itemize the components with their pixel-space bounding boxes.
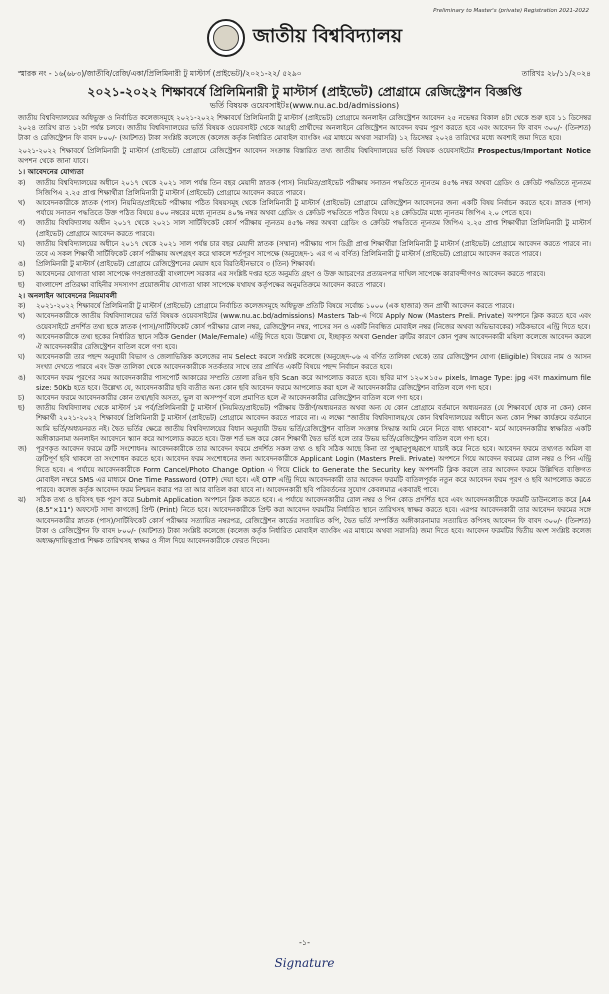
item-label: গ) — [18, 219, 26, 228]
item-text: আবেদনকারীকে তথ্য ছকের নির্ধারিত স্থানে সঠিক Gender (Male/Female) এন্ট্রি দিতে হবে। উল্লেখ্য যে, ইচ্ছাকৃত অথবা Gender ত্রুটির কারণে কোন পুরুষ আবেদনকারী মহিলা কলেজে আবেদন করলে ঐ আবেদনকারীর রেজিস্ট্রেশন বাতিল বলে গণ্য হবে। — [36, 332, 591, 352]
item-text: জাতীয় বিশ্ববিদ্যালয় অধীন ২০১৭ থেকে ২০২১ সাল সার্টিফিকেট কোর্স পরীক্ষায় ন্যূনতম ৪৫% নম্বর অথবা গ্রেডিং ও ক্রেডিট পদ্ধতিতে ন্যূনতম জিপিএ ২.২৫ প্রাপ্ত শিক্ষার্থীরা প্রিলিমিনারী টু মাস্টার্স (প্রাইভেট) প্রোগ্রামে আবেদন করতে পারবে। — [36, 219, 591, 238]
list-item — [18, 218, 591, 238]
list-item — [18, 311, 591, 331]
item-label: ঙ) — [18, 373, 26, 382]
notice-subtitle: ভর্তি বিষয়ক ওয়েবসাইটঃ(www.nu.ac.bd/admissions) — [209, 101, 400, 110]
list-item — [18, 259, 591, 269]
item-label: ঘ) — [18, 239, 25, 248]
section-1-heading: ১। আবেদনের যোগ্যতা — [18, 167, 84, 177]
section-2-heading: ২। অনলাইন আবেদনের নিয়মাবলী — [18, 290, 117, 300]
item-text: আবেদনকারী তার পছন্দ অনুযায়ী বিভাগ ও জেলাভিত্তিক কলেজের নাম Select করলে সংশ্লিষ্ট কলেজে (অনুচ্ছেদ-০৬ এ বর্ণিত তালিকা থেকে) তার রেজিস্ট্রেশন যোগ্য (Eligible) বিষয়ের নাম ও আসন সংখ্যা দেখতে পারবে এবং উক্ত তালিকা থেকে আবেদনকারীকে সতর্কতার সাথে তার প্রার্থিত একটি বিষয়ে পছন্দ নির্বাচন করতে হবে। — [36, 353, 591, 372]
item-label: ঘ) — [18, 353, 25, 362]
item-text: ২০২১-২০২২ শিক্ষাবর্ষে প্রিলিমিনারী টু মাস্টার্স (প্রাইভেট) প্রোগ্রামে নির্বাচিত কলেজসমূহে অধিভুক্ত প্রতিটি বিষয়ে সর্বোচ্চ ১০০০ (এক হাজার) জন প্রার্থী আবেদন করতে পারবে। — [36, 302, 515, 311]
item-text: আবেদনের যোগ্যতা থাকা সাপেক্ষে গণপ্রজাতন্ত্রী বাংলাদেশ সরকার এর সংশ্লিষ্ট দপ্তর হতে অনুমতি গ্রহণ ও উক্ত আচরণের প্রত্যয়নপত্র দাখিল সাপেক্ষে কারাবন্দীগণও আবেদন করতে পারবে। — [36, 270, 546, 279]
item-label: চ) — [18, 270, 25, 279]
reference-line — [18, 68, 591, 80]
intro-paragraph-1: জাতীয় বিশ্ববিদ্যালয়ের অধিভুক্ত ও নির্বাচিত কলেজসমূহে ২০২১-২০২২ শিক্ষাবর্ষে প্রিলিমিনারী টু মাস্টার্স (প্রাইভেট) প্রোগ্রামে অনলাইন রেজিস্ট্রেশন আবেদন ২৫ নভেম্বর বিকাল ৪টা থেকে শুরু হবে ১১ ডিসেম্বর ২০২৪ তারিখ রাত ১২টা পর্যন্ত চলবে। জাতীয় বিশ্ববিদ্যালয়ের ভর্তি বিষয়ক ওয়েবসাইট থেকে আগ্রহী প্রার্থীদের অনলাইনে রেজিস্ট্রেশন আবেদন ফরম পূরণ করতে হবে এবং আবেদন ফি বাবদ ৩০০/- (তিনশত) টাকা ও রেজিস্ট্রেশন ফি বাবদ ৮০০/- (আটশত) টাকা সংশ্লিষ্ট কলেজে (কলেজ কর্তৃক নির্ধারিত মোবাইল ব্যাংকিং এর মাধ্যমে অথবা সরাসরি) ১২ ডিসেম্বর ২০২৪ তারিখের মধ্যে অবশ্যই জমা দিতে হবে। — [18, 114, 591, 143]
memo-number: স্মারক নং - ১৬(৬৮৩)/জাতীবি/রেজি/একা/প্রিলিমিনারী টু মাস্টার্স (প্রাইভেট)/২০২১-২২/ ৫২৯০ — [18, 69, 302, 78]
item-label: গ) — [18, 332, 26, 341]
item-text: আবেদনকারীকে স্নাতক (পাস) নিয়মিত/প্রাইভেট পরীক্ষায় পঠিত বিষয়সমূহ থেকে প্রিলিমিনারী টু মাস্টার্স (প্রাইভেট) প্রোগ্রামে রেজিস্ট্রেশন আবেদনের জন্য একটি বিষয় নির্বাচন করতে হবে। স্নাতক (পাস) পর্যায়ে সনাতন পদ্ধতিতে উক্ত পঠিত বিষয়ে ৪০০ নম্বরের মধ্যে ন্যূনতম ৪০% নম্বর অথবা গ্রেডিং ও ক্রেডিট পদ্ধতিতে পঠিত বিষয়ে ২৪ ক্রেডিটের মধ্যে ন্যূনতম জিপিএ ২.০ পেতে হবে। — [36, 198, 591, 218]
item-label: খ) — [18, 312, 26, 321]
list-item — [18, 280, 591, 290]
item-label: খ) — [18, 198, 26, 207]
list-item — [18, 352, 591, 372]
list-item — [18, 332, 591, 352]
list-item — [18, 373, 591, 393]
intro-paragraph-2 — [18, 146, 591, 166]
intro-2-end: অপশন থেকে জানা যাবে। — [18, 156, 89, 165]
list-item — [18, 198, 591, 218]
list-item — [18, 178, 591, 198]
item-label: ছ) — [18, 404, 25, 413]
header — [18, 18, 591, 58]
top-note: Preliminary to Master's (private) Registration 2021-2022 — [433, 8, 589, 14]
list-item — [18, 403, 591, 444]
item-text: জাতীয় বিশ্ববিদ্যালয় থেকে মাস্টার্স ১ম পর্ব/প্রিলিমিনারী টু মাস্টার্স (নিয়মিত/প্রাইভেট) পরীক্ষায় উত্তীর্ণ/অধ্যয়নরত অথবা অন্য যে কোন প্রোগ্রামে বর্তমানে অধ্যয়নরত (যে শিক্ষাবর্ষে হোক না কেন) কোন শিক্ষার্থী ২০২১-২০২২ শিক্ষাবর্ষে প্রিলিমিনারী টু মাস্টার্স (প্রাইভেট) প্রোগ্রামে আবেদন করতে পারবে না। এ লক্ষ্যে "জাতীয় বিশ্ববিদ্যালয়/যে কোন বিশ্ববিদ্যালয়ের অধীনে অন্য কোন শিক্ষা কার্যক্রমে বর্তমানে আমি ভর্তি/অধ্যয়নরত নই। দ্বৈত ভর্তির ক্ষেত্রে জাতীয় বিশ্ববিদ্যালয়ের বিধান অনুযায়ী উভয় ভর্তি/রেজিস্ট্রেশন বাতিল সংক্রান্ত সিদ্ধান্ত আমি মেনে নিতে বাধ্য থাকবো"- মর্মে আবেদনকারীর স্বাক্ষরিত একটি অঙ্গীকারনামা অনলাইন আবেদনে স্ক্যান করে আপলোড করতে হবে। উক্ত শর্ত ভঙ্গ করে কোন শিক্ষার্থী দ্বৈত ভর্তি হলে তার উভয় ভর্তি/রেজিস্ট্রেশন বাতিল বলে গণ্য হবে। — [36, 404, 591, 443]
logo-emblem — [213, 25, 239, 51]
prospectus-link-text: Prospectus/Important Notice — [477, 146, 591, 155]
item-label: জ) — [18, 445, 27, 454]
item-text: জাতীয় বিশ্ববিদ্যালয়ের অধীনে ২০১৭ থেকে ২০২১ সাল পর্যন্ত চার বছর মেয়াদী স্নাতক (সম্মান) পরীক্ষায় পাস ডিগ্রী প্রাপ্ত শিক্ষার্থীরা প্রিলিমিনারী টু মাস্টার্স (প্রাইভেট) প্রোগ্রামে আবেদন করতে পারবে না। তবে এ সকল শিক্ষার্থী সার্টিফিকেট কোর্স পরীক্ষায় অংশগ্রহণ করে থাকলে শর্তপূরণ সাপেক্ষে (অনুচ্ছেদ-১ এর গ এ বর্ণিত) প্রিলিমিনারী টু মাস্টার্স (প্রাইভেট) প্রোগ্রামে আবেদন করতে পারবে। — [36, 239, 591, 258]
page-number: -১- — [299, 938, 310, 947]
item-text: বাংলাদেশ প্রতিরক্ষা বাহিনীর সদস্যগণ প্রয়োজনীয় যোগ্যতা থাকা সাপেক্ষে যথাযথ কর্তৃপক্ষের অনুমতিক্রমে আবেদন করতে পারবে। — [36, 280, 386, 289]
item-text: পূরণকৃত আবেদন ফরমে ত্রুটি সংশোধনঃ আবেদনকারীকে তার আবেদন ফরমে প্রদর্শিত সকল তথ্য ও ছবি সঠিক আছে কিনা তা পুঙ্খানুপুঙ্খরূপে যাচাই করে নিতে হবে। আবেদন ফরমে তথ্যগত অমিল বা ত্রুটিপূর্ণ ছবি থাকলে তা সংশোধন করতে হবে। আবেদন ফরম সংশোধনের জন্য আবেদনকারীকে Applicant Login (Masters Preli. Private) অপশনে গিয়ে আবেদন ফরমের রোল নম্বর ও পিন এন্ট্রি দিতে হবে। এ পর্যায়ে আবেদনকারীকে Form Cancel/Photo Change Option এ গিয়ে Click to Generate the Security key অপশনটি ক্লিক করলে তার আবেদন ফরমে উল্লিখিত ব্যক্তিগত মোবাইল নম্বরে SMS এর মাধ্যমে One Time Password (OTP) দেয়া হবে। এই OTP এন্ট্রি দিয়ে আবেদনকারী তার আবেদন ফরমটি বাতিলপূর্বক নতুন করে আবেদন ফরম পূরণ ও ছবি আপলোড করতে পারবে। কলেজ কর্তৃক আবেদন ফরম নিশ্চয়ন করার পর তা আর বাতিল করা যাবে না। আবেদনকারী ছবি পরিবর্তনের সুযোগ কেবলমাত্র একবারই পাবে। — [36, 445, 591, 494]
list-item — [18, 495, 591, 546]
item-label: ঝ) — [18, 496, 26, 505]
list-item — [18, 393, 591, 403]
section-2-list — [18, 301, 591, 546]
signature: Signature — [274, 956, 335, 970]
intro-2-text: ২০২১-২০২২ শিক্ষাবর্ষে প্রিলিমিনারী টু মাস্টার্স (প্রাইভেট) প্রোগ্রামে রেজিস্ট্রেশন আবেদন সংক্রান্ত বিস্তারিত তথ্য জাতীয় বিশ্ববিদ্যালয়ের ভর্তি বিষয়ক ওয়েবসাইটের — [18, 146, 475, 155]
item-label: চ) — [18, 394, 25, 403]
list-item — [18, 239, 591, 259]
item-text: সঠিক তথ্য ও ছবিসহ ছক পূরণ করে Submit Application অপশনে ক্লিক করতে হবে। এ পর্যায়ে আবেদনকারীর রোল নম্বর ও পিন কোড প্রদর্শিত হবে এবং আবেদনকারীকে ফরমটি ডাউনলোড করে [A4 (8.5"×11") অফসেট সাদা কাগজে] প্রিন্ট (Print) নিতে হবে। আবেদনকারীকে প্রিন্ট করা আবেদন ফরমটির নির্ধারিত স্থানে তারিখসহ স্বাক্ষর করতে হবে। এরপর আবেদনকারী তার আবেদন ফরমের সঙ্গে আবেদনকারীর স্নাতক (পাস)/সার্টিফিকেট কোর্স পরীক্ষার সত্যায়িত নম্বরপত্র, রেজিস্ট্রেশন কার্ডের সত্যায়িত কপি, দ্বৈত ভর্তি সম্পর্কিত অঙ্গীকারনামার সত্যায়িত কপিসহ আবেদন ফি বাবদ ৩০০/- (তিনশত) টাকা ও রেজিস্ট্রেশন ফি বাবদ ৮০০/- (আটশত) টাকা সংশ্লিষ্ট কলেজে (কলেজ কর্তৃক নির্ধারিত মোবাইল ব্যাংকিং এর মাধ্যমে অথবা সরাসরি) জমা দিতে হবে। আবেদন ফরমটির দ্বিতীয় অংশ সংশ্লিষ্ট কলেজ অধ্যক্ষ/দায়িত্বপ্রাপ্ত শিক্ষক তারিখসহ স্বাক্ষর ও সীল দিয়ে আবেদনকারীকে ফেরত দিবেন। — [36, 496, 591, 545]
list-item — [18, 444, 591, 495]
item-text: প্রিলিমিনারী টু মাস্টার্স (প্রাইভেট) প্রোগ্রামে রেজিস্ট্রেশনের মেয়াদ হবে বিরতিহীনভাবে ৩ (তিন) শিক্ষাবর্ষ। — [36, 260, 315, 269]
list-item — [18, 301, 591, 311]
university-name: জাতীয় বিশ্ববিদ্যালয় — [252, 25, 403, 47]
item-text: আবেদন ফরম পূরণের সময় আবেদনকারীর পাসপোর্ট আকারের সম্প্রতি তোলা রঙিন ছবি Scan করে আপলোড করতে হবে। ছবির মাপ ১২০×১৫০ pixels, Image Type: jpg এবং maximum file size: 50Kb হতে হবে। উল্লেখ্য যে, আবেদনকারীর ছবি ব্যতীত অন্য কোন ছবি আবেদন ফরমে আপলোড করা হলে ঐ আবেদনকারীর রেজিস্ট্রেশন বাতিল বলে গণ্য হবে। — [36, 373, 591, 392]
item-label: ছ) — [18, 280, 25, 289]
university-logo-icon — [207, 19, 245, 57]
footer — [0, 937, 609, 970]
item-text: আবেদনকারীকে জাতীয় বিশ্ববিদ্যালয়ের ভর্তি বিষয়ক ওয়েবসাইটের (www.nu.ac.bd/admissions) Masters Tab-এ গিয়ে Apply Now (Masters Preli. Private) অপশনে ক্লিক করতে হবে এবং ওয়েবসাইটে প্রদর্শিত তথ্য ছকে স্নাতক (পাস)/সার্টিফিকেট কোর্স পরীক্ষার রোল নম্বর, রেজিস্ট্রেশন নম্বর, পাসের সন ও একটি নিবন্ধিত মোবাইল নম্বর (নিজের অথবা অভিভাবকের) সঠিকভাবে এন্ট্রি দিতে হবে। — [36, 312, 591, 331]
notice-title: ২০২১-২০২২ শিক্ষাবর্ষে প্রিলিমিনারী টু মাস্টার্স (প্রাইভেট) প্রোগ্রামে রেজিস্ট্রেশন বিজ্ঞপ্তি — [87, 84, 522, 99]
item-text: জাতীয় বিশ্ববিদ্যালয়ের অধীনে ২০১৭ থেকে ২০২১ সাল পর্যন্ত তিন বছর মেয়াদী স্নাতক (পাস) নিয়মিত/প্রাইভেট পরীক্ষায় সনাতন পদ্ধতিতে ন্যূনতম ৪৫% নম্বর অথবা গ্রেডিং ও ক্রেডিট পদ্ধতিতে ন্যূনতম সিজিপিএ ২.২৫ প্রাপ্ত শিক্ষার্থীরা প্রিলিমিনারী টু মাস্টার্স (প্রাইভেট) প্রোগ্রামে আবেদন করতে পারবে। — [36, 178, 591, 197]
notice-date: তারিখঃ ২৮/১১/২০২৪ — [521, 69, 591, 78]
item-label: ঙ) — [18, 260, 26, 269]
list-item — [18, 269, 591, 279]
item-label: ক) — [18, 302, 26, 311]
section-1-list — [18, 178, 591, 290]
item-label: ক) — [18, 178, 26, 187]
item-text: আবেদন ফরমে আবেদনকারীর কোন তথ্য/ছবি অসত্য, ভুল বা অসম্পূর্ণ বলে প্রমাণিত হলে ঐ আবেদনকারীর রেজিস্ট্রেশন বাতিল বলে গণ্য হবে। — [36, 394, 423, 403]
